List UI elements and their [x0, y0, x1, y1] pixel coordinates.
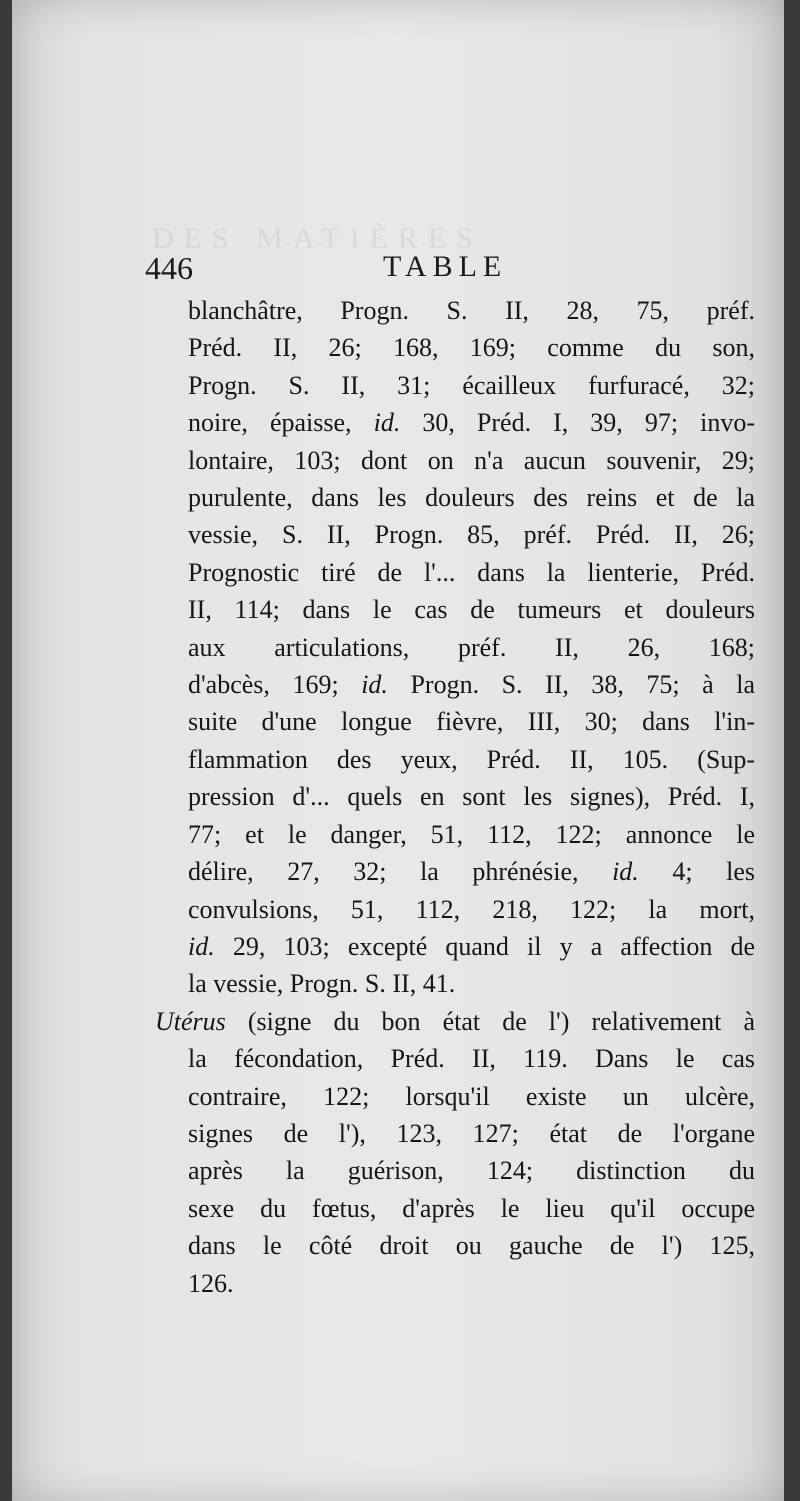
- entry-headword: Utérus: [155, 1006, 226, 1036]
- text-line: contraire, 122; lorsqu'il existe un ulcère,: [188, 1081, 755, 1111]
- page-header: [145, 250, 750, 290]
- text-line: après la guérison, 124; distinction du: [188, 1156, 755, 1186]
- text-line: suite d'une longue fièvre, III, 30; dans l'in-: [188, 707, 755, 737]
- text-line: id. 29, 103; excepté quand il y a affection de: [188, 931, 755, 961]
- text-line: la vessie, Progn. S. II, 41.: [188, 969, 456, 999]
- text-line: signes de l'), 123, 127; état de l'organe: [188, 1118, 755, 1148]
- text-line: d'abcès, 169; id. Progn. S. II, 38, 75; à la: [188, 670, 756, 700]
- text-line: aux articulations, préf. II, 26, 168;: [188, 632, 755, 662]
- bleed-through-text: DES MATIÈRES: [152, 222, 483, 255]
- text-line: II, 114; dans le cas de tumeurs et douleurs: [188, 595, 755, 625]
- text-line: Prognostic tiré de l'... dans la lienterie, Préd.: [188, 557, 755, 587]
- text-line: Progn. S. II, 31; écailleux furfuracé, 32;: [188, 370, 755, 400]
- text-line: sexe du fœtus, d'après le lieu qu'il occupe: [188, 1193, 755, 1223]
- text-line: Préd. II, 26; 168, 169; comme du son,: [188, 333, 755, 363]
- running-title: TABLE: [383, 250, 508, 283]
- text-line: Utérus (signe du bon état de l') relativement à: [155, 1006, 755, 1036]
- text-line: 126.: [188, 1268, 234, 1298]
- text-line: dans le côté droit ou gauche de l') 125,: [188, 1231, 755, 1261]
- text-line: purulente, dans les douleurs des reins et de la: [188, 483, 755, 513]
- text-line: noire, épaisse, id. 30, Préd. I, 39, 97; invo-: [188, 408, 755, 438]
- text-line: blanchâtre, Progn. S. II, 28, 75, préf.: [188, 296, 755, 325]
- text-line: délire, 27, 32; la phrénésie, id. 4; les: [188, 857, 756, 887]
- page-number: 446: [145, 250, 193, 286]
- text-line: lontaire, 103; dont on n'a aucun souvenir, 29;: [188, 445, 755, 475]
- text-line: vessie, S. II, Progn. 85, préf. Préd. II, 26;: [188, 520, 755, 550]
- text-line: convulsions, 51, 112, 218, 122; la mort,: [188, 894, 755, 924]
- text-line: pression d'... quels en sont les signes), Préd. I,: [188, 782, 755, 812]
- text-line: 77; et le danger, 51, 112, 122; annonce le: [188, 819, 755, 849]
- text-line: flammation des yeux, Préd. II, 105. (Sup-: [188, 744, 755, 774]
- text-line: la fécondation, Préd. II, 119. Dans le cas: [188, 1044, 755, 1074]
- index-text: [155, 292, 755, 1302]
